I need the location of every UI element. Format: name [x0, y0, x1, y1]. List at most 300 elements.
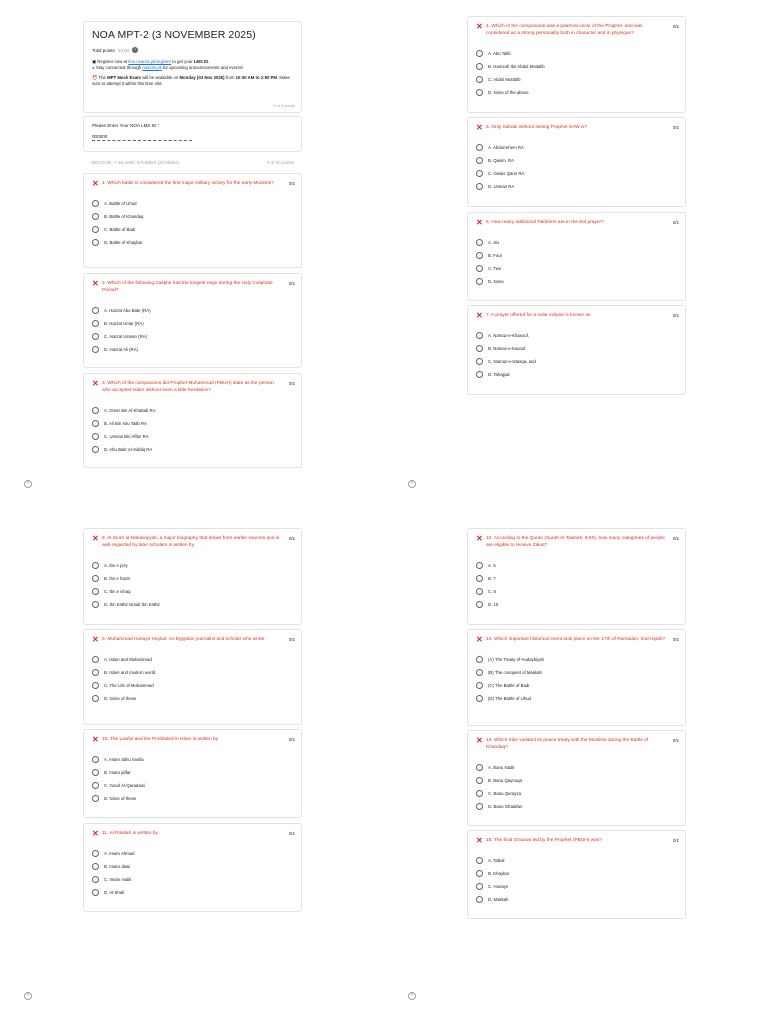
option-label: D. 10	[488, 602, 499, 607]
radio-button[interactable]	[92, 562, 99, 569]
question-header	[476, 636, 679, 643]
question-text: 12. According to the Quran (Surah Al-Tawbah, 9:60), how many categories of people are eligible to receive Zakat?	[486, 536, 665, 548]
option-item[interactable]	[476, 86, 679, 99]
radio-button[interactable]	[476, 332, 483, 339]
radio-button[interactable]	[476, 883, 483, 890]
option-item[interactable]	[92, 653, 295, 666]
option-label: C. Ibn e ishaq	[104, 589, 131, 594]
question-header	[476, 312, 679, 319]
incorrect-icon: ✕	[476, 311, 483, 320]
options-list	[476, 653, 679, 705]
page-2	[384, 0, 768, 512]
page-4	[384, 512, 768, 1024]
header-points: 0 of 0 points	[273, 103, 295, 108]
option-item[interactable]	[92, 792, 295, 805]
radio-button[interactable]	[476, 695, 483, 702]
question-score: 0/1	[673, 220, 679, 225]
options-list	[92, 847, 295, 899]
radio-button[interactable]	[92, 695, 99, 702]
incorrect-icon: ✕	[92, 534, 99, 543]
question-text: 15. The final Ghazwa led by the Prophet (PBUH) was?	[486, 838, 602, 843]
question-text: 1. Which battle is considered the first major military victory for the early Muslims?	[102, 181, 274, 186]
option-item[interactable]	[92, 585, 295, 598]
radio-button[interactable]	[92, 226, 99, 233]
lms-id-label	[92, 123, 293, 128]
question-score: 0/1	[673, 125, 679, 130]
notice-text: .	[208, 59, 210, 64]
radio-button[interactable]	[92, 346, 99, 353]
options-list	[92, 653, 295, 705]
register-link[interactable]: lms.noacss.pk/register	[128, 59, 172, 64]
radio-button[interactable]	[92, 756, 99, 763]
option-label: D. Battle of Khaybar	[104, 240, 143, 245]
radio-button[interactable]	[476, 896, 483, 903]
option-item[interactable]	[92, 343, 295, 356]
question-header	[476, 737, 679, 751]
option-item[interactable]	[92, 679, 295, 692]
question-card	[83, 373, 302, 468]
radio-button[interactable]	[92, 876, 99, 883]
total-points-value: 0/100	[117, 47, 130, 53]
radio-button[interactable]	[476, 89, 483, 96]
option-item[interactable]	[476, 880, 679, 893]
register-icon: ▣	[92, 59, 97, 64]
radio-button[interactable]	[92, 769, 99, 776]
option-item[interactable]	[476, 236, 679, 249]
radio-button[interactable]	[92, 850, 99, 857]
option-item[interactable]	[92, 572, 295, 585]
option-label: D. None	[488, 279, 504, 284]
option-item[interactable]	[476, 559, 679, 572]
incorrect-icon: ✕	[92, 279, 99, 288]
radio-button[interactable]	[476, 183, 483, 190]
question-text: 13. Which important historical event took place on the 17th of Ramadan, 2nd Hijrah?	[486, 637, 666, 642]
radio-button[interactable]	[92, 588, 99, 595]
question-card	[83, 629, 302, 725]
radio-button[interactable]	[476, 265, 483, 272]
radio-button[interactable]	[476, 575, 483, 582]
option-item[interactable]	[476, 141, 679, 154]
radio-button[interactable]	[476, 790, 483, 797]
option-label: A. Six	[488, 240, 500, 245]
question-header	[92, 180, 295, 187]
option-item[interactable]	[476, 368, 679, 381]
option-label: A. Abdurrehem RA	[488, 145, 524, 150]
question-text: 2. Which of the following Caliphs had the longest reign during the Holy Caliphate Period?	[102, 281, 273, 293]
options-list	[476, 559, 679, 611]
radio-button[interactable]	[476, 588, 483, 595]
option-label: B. Ali Bin Abu Talib RA	[104, 421, 147, 426]
option-label: D. None of these	[104, 796, 137, 801]
question-header	[92, 736, 295, 743]
question-score: 0/1	[289, 181, 295, 186]
question-text: 10. The Lawful and the Prohibited in Islam is written by	[102, 737, 219, 742]
question-card	[83, 528, 302, 625]
option-label: C. Hazrat Usman (RA)	[104, 334, 147, 339]
option-label: D. Tahajjud.	[488, 372, 511, 377]
question-header	[92, 636, 295, 643]
option-label: C. Namaz-e-Istasqa, and	[488, 359, 536, 364]
radio-button[interactable]	[476, 157, 483, 164]
incorrect-icon: ✕	[92, 179, 99, 188]
question-text: 4. Which of the companions was a paternal uncle of the Prophet, and was considered as a strong personality both in character and in physique?	[486, 24, 643, 36]
option-item[interactable]	[476, 572, 679, 585]
option-item[interactable]	[476, 800, 679, 813]
option-item[interactable]	[92, 317, 295, 330]
radio-button[interactable]	[476, 239, 483, 246]
radio-button[interactable]	[476, 345, 483, 352]
radio-button[interactable]	[92, 333, 99, 340]
question-text: 11. Al-Risalah is written by	[102, 831, 158, 836]
notice-text: from	[224, 75, 236, 80]
radio-button[interactable]	[92, 889, 99, 896]
radio-button[interactable]	[476, 358, 483, 365]
website-link[interactable]: noacss.pk	[142, 65, 162, 70]
option-label: A. Tabuk	[488, 858, 505, 863]
question-header	[476, 535, 679, 549]
option-label: A. Hazrat Abu Bakr (RA)	[104, 308, 151, 313]
lms-id-card	[83, 116, 302, 152]
question-card	[83, 729, 302, 818]
option-item[interactable]	[476, 598, 679, 611]
option-label: D. Abu Bakr Al-Siddiq RA	[104, 447, 153, 452]
options-list	[92, 559, 295, 611]
option-label: C. Owais Qarni RA	[488, 171, 525, 176]
question-card	[83, 823, 302, 912]
option-item[interactable]	[476, 679, 679, 692]
help-icon[interactable]: ?	[408, 480, 416, 488]
question-card	[467, 629, 686, 726]
option-item[interactable]	[92, 692, 295, 705]
option-item[interactable]	[476, 249, 679, 262]
option-item[interactable]	[476, 73, 679, 86]
notice-text: The	[98, 75, 108, 80]
question-card	[467, 16, 686, 113]
option-label: B. Namaz-e-Kasoof	[488, 346, 526, 351]
option-item[interactable]	[476, 854, 679, 867]
question-text: 6. How many additional Takbeers are in the Eid prayer?	[486, 220, 604, 225]
radio-button[interactable]	[92, 239, 99, 246]
radio-button[interactable]	[92, 863, 99, 870]
help-icon[interactable]: ?	[133, 47, 137, 52]
option-item[interactable]	[92, 330, 295, 343]
option-item[interactable]	[92, 559, 295, 572]
radio-button[interactable]	[476, 870, 483, 877]
page-3	[0, 512, 384, 1024]
question-score: 0/1	[673, 738, 679, 743]
option-item[interactable]	[476, 692, 679, 705]
radio-button[interactable]	[476, 682, 483, 689]
option-item[interactable]	[476, 167, 679, 180]
option-item[interactable]	[92, 598, 295, 611]
radio-button[interactable]	[92, 420, 99, 427]
radio-button[interactable]	[92, 213, 99, 220]
incorrect-icon: ✕	[476, 635, 483, 644]
radio-button[interactable]	[476, 278, 483, 285]
option-label: D. None of the above	[488, 90, 529, 95]
option-label: A. Imam abhu hanifa	[104, 757, 144, 762]
option-item[interactable]	[92, 197, 295, 210]
notice-bold: LMS ID	[193, 59, 209, 64]
incorrect-icon: ✕	[92, 635, 99, 644]
option-item[interactable]	[476, 275, 679, 288]
option-item[interactable]	[92, 753, 295, 766]
radio-button[interactable]	[476, 63, 483, 70]
option-item[interactable]	[476, 47, 679, 60]
notice-text: Register now at	[97, 59, 129, 64]
option-item[interactable]	[92, 210, 295, 223]
options-list	[92, 404, 295, 456]
option-item[interactable]	[476, 60, 679, 73]
option-item[interactable]	[476, 355, 679, 368]
incorrect-icon: ✕	[92, 379, 99, 388]
notice-text: will be available on	[141, 75, 180, 80]
form-header-card	[83, 21, 302, 113]
option-label: C. Yusuf Al-Qaradawi	[104, 783, 145, 788]
question-header	[92, 535, 295, 549]
option-label: D. None of these	[104, 696, 137, 701]
question-score: 0/1	[673, 313, 679, 318]
lms-id-input[interactable]: 000000	[92, 134, 192, 141]
option-item[interactable]	[476, 653, 679, 666]
globe-icon: ●	[92, 65, 95, 70]
incorrect-icon: ✕	[476, 22, 483, 31]
question-card	[467, 305, 686, 395]
radio-button[interactable]	[476, 76, 483, 83]
option-item[interactable]	[92, 236, 295, 249]
options-list	[476, 236, 679, 288]
question-score: 0/1	[673, 838, 679, 843]
option-label: C. The Life of Muhammad	[104, 683, 154, 688]
radio-button[interactable]	[92, 782, 99, 789]
option-label: C. Hunayn	[488, 884, 509, 889]
option-item[interactable]	[476, 666, 679, 679]
radio-button[interactable]	[92, 601, 99, 608]
option-label: B. Islam and modern world	[104, 670, 156, 675]
option-item[interactable]	[476, 585, 679, 598]
option-label: C. Battle of Badr	[104, 227, 136, 232]
option-label: C. Abdul Muttalib	[488, 77, 521, 82]
section-title: SECTION - I ISLAMIC STUDIES (20 Marks)	[91, 160, 180, 165]
notice-text: . Make sure to attempt it within this time slot.	[92, 75, 290, 86]
option-item[interactable]	[476, 329, 679, 342]
option-label: A. Abu Talib	[488, 51, 511, 56]
option-item[interactable]	[476, 154, 679, 167]
options-list	[476, 761, 679, 813]
option-label: A. Banu Nadir	[488, 765, 515, 770]
radio-button[interactable]	[92, 656, 99, 663]
option-label: B. Battle of Khandaq	[104, 214, 144, 219]
question-score: 0/1	[289, 281, 295, 286]
radio-button[interactable]	[92, 320, 99, 327]
option-label: B. Khaybar	[488, 871, 510, 876]
option-item[interactable]	[476, 774, 679, 787]
incorrect-icon: ✕	[92, 829, 99, 838]
option-label: B. Ibn e hazm	[104, 576, 131, 581]
radio-button[interactable]	[92, 446, 99, 453]
option-label: (C) The Battle of Badr	[488, 683, 530, 688]
option-label: A. Ibn e jozy	[104, 563, 128, 568]
option-item[interactable]	[476, 180, 679, 193]
notice-bold: MPT Mock Exam	[107, 75, 142, 80]
question-header	[92, 830, 295, 837]
option-label: D. Al-Shafi	[104, 890, 125, 895]
incorrect-icon: ✕	[476, 534, 483, 543]
option-item[interactable]	[92, 886, 295, 899]
radio-button[interactable]	[476, 777, 483, 784]
question-card	[467, 528, 686, 625]
question-card	[467, 212, 686, 301]
lms-id-label-text: Please Enter Your NOA LMS ID	[92, 123, 157, 128]
option-item[interactable]	[92, 304, 295, 317]
option-item[interactable]	[92, 404, 295, 417]
question-score: 0/1	[673, 637, 679, 642]
option-item[interactable]	[476, 867, 679, 880]
question-header	[92, 280, 295, 294]
schedule-notice	[92, 75, 293, 87]
option-item[interactable]	[92, 430, 295, 443]
options-list	[476, 854, 679, 906]
question-header	[476, 23, 679, 37]
option-label: A. Omar Bin Al-Khattab RA	[104, 408, 156, 413]
radio-button[interactable]	[92, 682, 99, 689]
radio-button[interactable]	[476, 252, 483, 259]
option-label: C. Banu Qurayza	[488, 791, 521, 796]
question-card	[467, 830, 686, 919]
option-label: D. Banu Ghatafan	[488, 804, 523, 809]
option-label: B. Banu Qaynuqa	[488, 778, 522, 783]
option-label: D. Usman RA	[488, 184, 515, 189]
option-label: (B) The conquest of Makkah	[488, 670, 542, 675]
question-header	[92, 380, 295, 394]
help-icon[interactable]: ?	[24, 992, 32, 1000]
option-item[interactable]	[92, 417, 295, 430]
option-item[interactable]	[92, 223, 295, 236]
question-score: 0/1	[289, 737, 295, 742]
option-label: A. Imam Ahmad	[104, 851, 135, 856]
notice-bold: 10:30 AM to 1:50 PM	[235, 75, 277, 80]
help-icon[interactable]: ?	[408, 992, 416, 1000]
radio-button[interactable]	[92, 575, 99, 582]
option-label: B. Hazrat Umar (RA)	[104, 321, 144, 326]
option-item[interactable]	[92, 847, 295, 860]
help-icon[interactable]: ?	[24, 480, 32, 488]
option-item[interactable]	[476, 893, 679, 906]
option-item[interactable]	[476, 761, 679, 774]
question-score: 0/1	[289, 637, 295, 642]
radio-button[interactable]	[476, 50, 483, 57]
radio-button[interactable]	[476, 562, 483, 569]
radio-button[interactable]	[476, 170, 483, 177]
radio-button[interactable]	[476, 601, 483, 608]
notice-text: Stay connected through	[95, 65, 143, 70]
option-label: A. Battle of Uhud	[104, 201, 137, 206]
question-header	[476, 124, 679, 131]
connect-notice	[92, 65, 293, 71]
question-score: 0/1	[289, 536, 295, 541]
options-list	[92, 197, 295, 249]
option-label: B. Imam jaffar	[104, 770, 131, 775]
option-label: D. Ibn Kathir Ismail Ibn Kathir	[104, 602, 160, 607]
option-item[interactable]	[476, 787, 679, 800]
options-list	[476, 329, 679, 381]
radio-button[interactable]	[92, 307, 99, 314]
question-header	[476, 219, 679, 226]
radio-button[interactable]	[92, 669, 99, 676]
option-label: B. Four	[488, 253, 503, 258]
incorrect-icon: ✕	[476, 218, 483, 227]
section-header	[91, 160, 294, 165]
radio-button[interactable]	[476, 371, 483, 378]
option-label: C. Usman Bin Affan RA	[104, 434, 149, 439]
notice-text: to get your	[171, 59, 194, 64]
option-item[interactable]	[92, 766, 295, 779]
option-label: B. Qasim. RA	[488, 158, 515, 163]
option-item[interactable]	[92, 873, 295, 886]
options-list	[476, 47, 679, 99]
option-label: A. 5	[488, 563, 496, 568]
radio-button[interactable]	[476, 656, 483, 663]
option-item[interactable]	[92, 666, 295, 679]
question-text: 5. Only Sahabi without seeing Prophet SAW is?	[486, 125, 588, 130]
option-item[interactable]	[92, 443, 295, 456]
incorrect-icon: ✕	[92, 735, 99, 744]
options-list	[476, 141, 679, 193]
option-label: A. Namaz-e-Khasoof,	[488, 333, 530, 338]
option-item[interactable]	[92, 860, 295, 873]
question-text: 8. Al-Sirah al-Nabawiyyah, a major biography that draws from earlier sources and is well-regarded by later scholars is written by	[102, 536, 280, 548]
option-label: (A) The Treaty of Hudaybiyah	[488, 657, 545, 662]
option-label: D. Hazrat Ali (RA)	[104, 347, 138, 352]
question-text: 14. Which tribe violated its peace treaty with the Muslims during the Battle of Khandaq?	[486, 738, 649, 750]
question-text: 9. Muhammad Husayn Haykal: An Egyptian journalist and scholar who wrote	[102, 637, 265, 642]
option-label: D. Makkah	[488, 897, 509, 902]
page-1	[0, 0, 384, 512]
option-item[interactable]	[92, 779, 295, 792]
incorrect-icon: ✕	[476, 836, 483, 845]
option-label: B. Hamzah Ibn Abdul Muttalib	[488, 64, 545, 69]
required-marker: *	[157, 123, 160, 128]
incorrect-icon: ✕	[476, 736, 483, 745]
question-card	[83, 173, 302, 268]
option-label: C. 8	[488, 589, 496, 594]
notice-bold: Monday (03 Nov 2025)	[179, 75, 225, 80]
radio-button[interactable]	[92, 433, 99, 440]
option-label: (D) The Battle of Uhud	[488, 696, 531, 701]
option-item[interactable]	[476, 262, 679, 275]
radio-button[interactable]	[476, 144, 483, 151]
question-text: 7. A prayer offered for a solar eclipse is known as	[486, 313, 591, 318]
radio-button[interactable]	[476, 857, 483, 864]
radio-button[interactable]	[476, 803, 483, 810]
radio-button[interactable]	[92, 200, 99, 207]
question-text: 3. Which of the companions did Prophet Muhammad (PBUH) state as the person who accepted Islam without even a little hesitation?	[102, 381, 274, 393]
radio-button[interactable]	[476, 764, 483, 771]
form-title: NOA MPT-2 (3 NOVEMBER 2025)	[92, 29, 256, 41]
option-item[interactable]	[476, 342, 679, 355]
section-points: 0 of 20 points	[266, 160, 294, 165]
radio-button[interactable]	[476, 669, 483, 676]
question-score: 0/1	[673, 536, 679, 541]
incorrect-icon: ✕	[476, 123, 483, 132]
question-card	[467, 117, 686, 207]
option-label: B. 7	[488, 576, 496, 581]
radio-button[interactable]	[92, 407, 99, 414]
question-card	[83, 273, 302, 368]
option-label: C. Imam malik	[104, 877, 132, 882]
radio-button[interactable]	[92, 795, 99, 802]
question-card	[467, 730, 686, 826]
